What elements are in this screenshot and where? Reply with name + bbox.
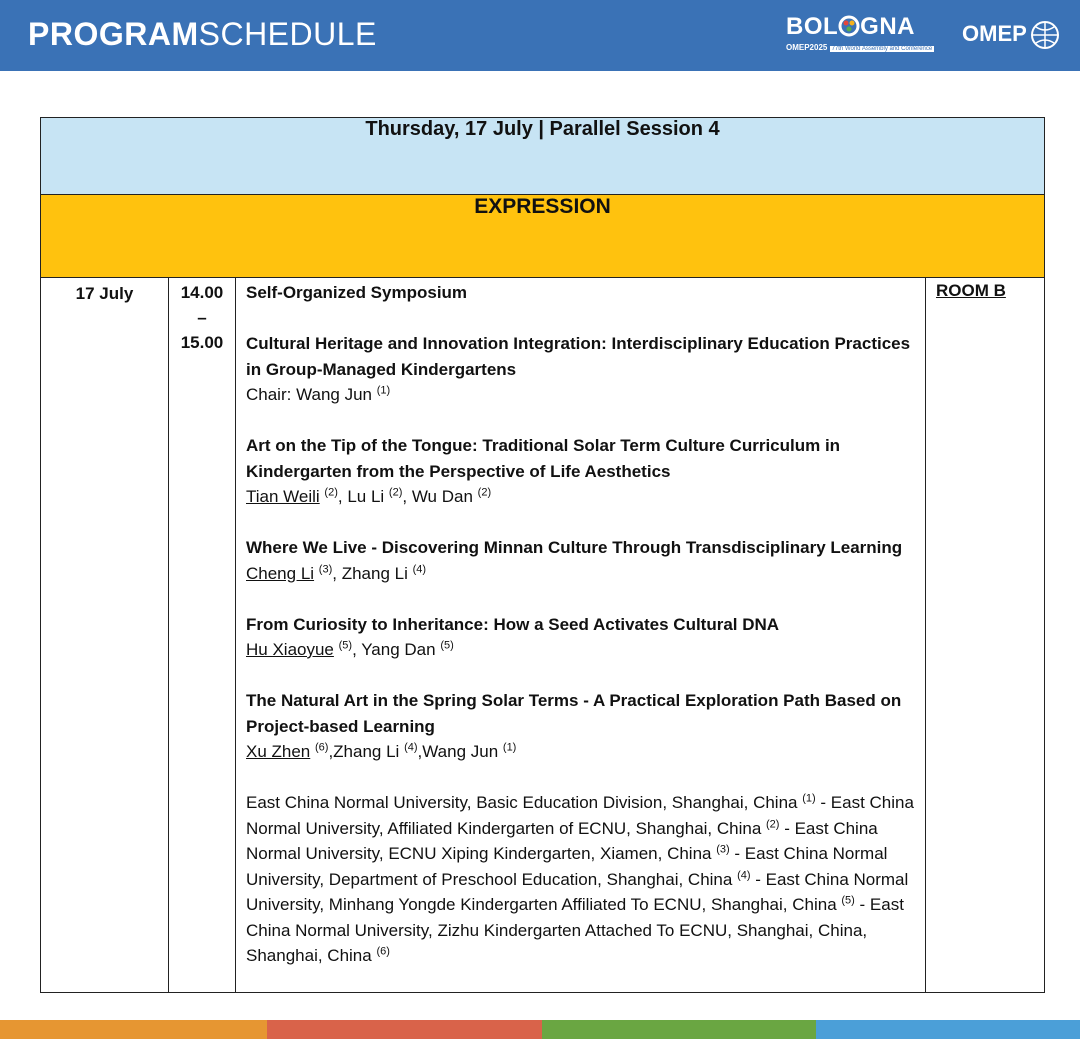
presenter: Cheng Li — [246, 563, 315, 583]
symposium-title: Cultural Heritage and Innovation Integration: Interdisciplinary Education Practices in Group-Managed Kindergartens — [246, 334, 911, 379]
paper-title: Art on the Tip of the Tongue: Traditional Solar Term Culture Curriculum in Kindergarten from the Perspective of Life Aesthetics — [246, 436, 841, 481]
paper-authors: Tian Weili $^{(2)}$, Lu Li $^{(2)}$, Wu Dan $^{(2)}$ — [246, 486, 492, 506]
presenter: Hu Xiaoyue — [246, 640, 334, 659]
affiliations: East China Normal University, Basic Education Division, Shanghai, China $^{(1)}$ - East China Normal University, Affiliated Kindergarten of ECNU, Shanghai, China $^{(2)}$ - East China Normal University, ECNU Xiping Kindergarten, Xiamen, China $^{(3)}$ - East China Normal University, Department of Preschool Education, Shanghai, China $^{(4)}$ - East China Normal University, Minhang Yongde Kindergarten Affiliated To ECNU, Shanghai, China $^{(5)}$ - East China Normal University, Zizhu Kindergarten Attached To ECNU, Shanghai, China, Shanghai, China $^{(6)}$ — [246, 792, 914, 965]
omep-logo: OMEP — [962, 18, 1061, 50]
footer-segment-green — [542, 1020, 816, 1039]
paper-authors: Xu Zhen $^{(6)}$,Zhang Li $^{(4)}$,Wang Jun $^{(1)}$ — [246, 741, 517, 761]
footer-segment-orange — [0, 1020, 267, 1039]
footer-segment-blue — [816, 1020, 1080, 1039]
presenter: Xu Zhen — [246, 742, 311, 761]
paper-title: From Curiosity to Inheritance: How a Seed Activates Cultural DNA — [246, 614, 780, 634]
paper-authors: Hu Xiaoyue $^{(5)}$, Yang Dan $^{(5)}$ — [246, 639, 454, 659]
page-header — [0, 0, 1080, 71]
footer-segment-red — [267, 1020, 542, 1039]
session-header-row — [41, 118, 1045, 195]
paper-title: Where We Live - Discovering Minnan Culture Through Transdisciplinary Learning — [246, 538, 903, 557]
paper-title: The Natural Art in the Spring Solar Terms - A Practical Exploration Path Based on Project-based Learning — [246, 691, 902, 736]
session-time: 14.00 – 15.00 — [169, 278, 236, 993]
session-room: ROOM B — [926, 278, 1045, 993]
session-row — [41, 278, 1045, 993]
globe-children-icon — [1029, 19, 1061, 51]
footer-color-bar — [0, 1020, 1080, 1039]
paper-authors: Cheng Li $^{(3)}$, Zhang Li $^{(4)}$ — [246, 562, 427, 583]
session-content — [236, 278, 926, 993]
globe-hands-icon — [838, 15, 860, 37]
session-date: 17 July — [41, 278, 169, 993]
session-table — [40, 117, 1045, 993]
presenter: Tian Weili — [246, 487, 320, 506]
bologna-logo: BOL GNA OMEP2025 77th World Assembly and Conference — [786, 13, 933, 52]
session-type: Self-Organized Symposium — [246, 283, 468, 302]
chair: Chair: Wang Jun $^{(1)}$ — [246, 384, 391, 404]
session-header: Thursday, 17 July | Parallel Session 4 — [41, 118, 1045, 195]
session-theme: EXPRESSION — [41, 195, 1045, 278]
page-title: PROGRAMSCHEDULE — [28, 16, 377, 52]
theme-row — [41, 195, 1045, 278]
